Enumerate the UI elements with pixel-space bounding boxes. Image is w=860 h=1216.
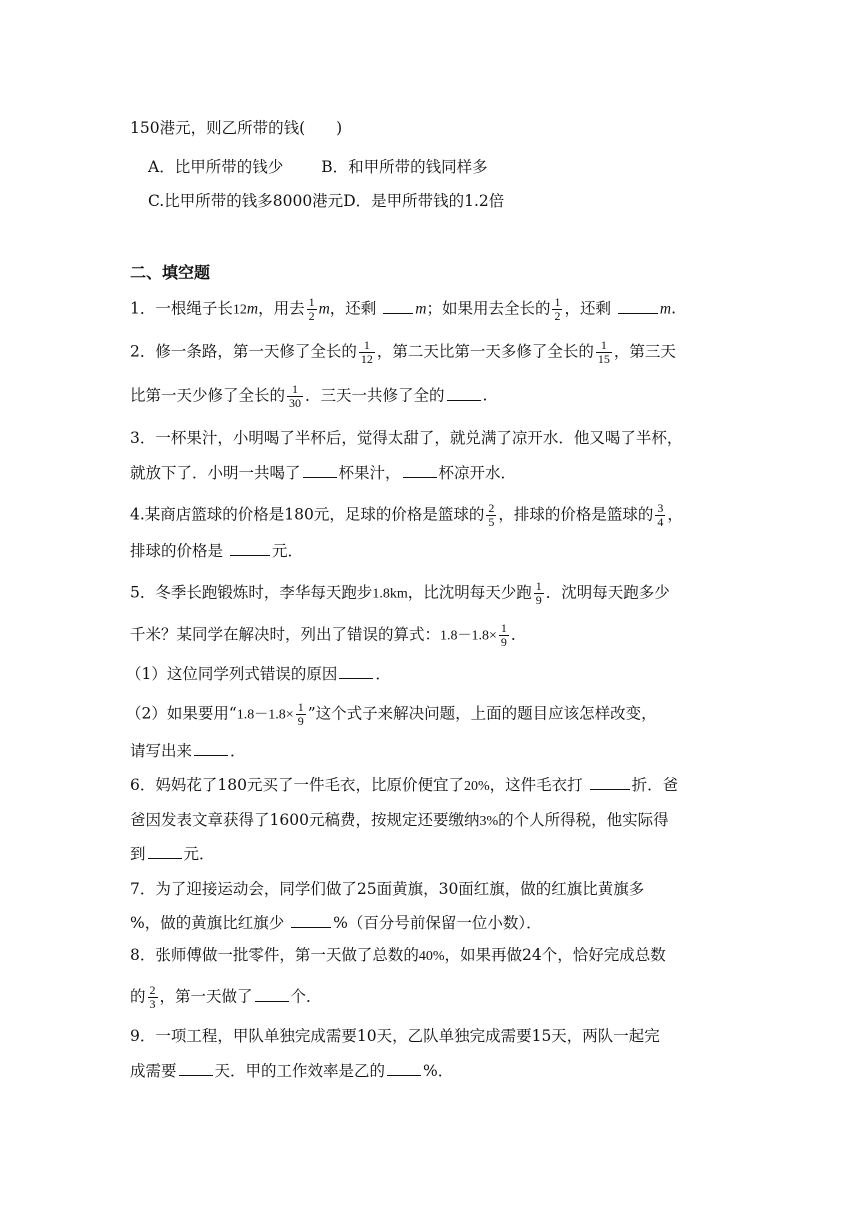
q5-text-b: ，比沈明每天少跑 xyxy=(407,583,532,602)
q5-sub1-end: ． xyxy=(375,665,391,683)
q6-text-a: 6．妈妈花了180元买了一件毛衣，比原价便宜了 xyxy=(130,776,464,794)
question-2-line-2 xyxy=(130,383,487,410)
q5-sub2-expression: 1.8－1.8× xyxy=(236,707,294,723)
q4-text-a: 4.某商店篮球的价格是180元，足球的价格是篮球的 xyxy=(130,505,485,524)
q6-text-b: ，这件毛衣打 xyxy=(489,776,583,794)
mc-stem-text: 150港元，则乙所带的钱( ) xyxy=(130,119,343,137)
option-d: D．是甲所带钱的1.2倍 xyxy=(343,192,505,210)
q5-blank-2[interactable] xyxy=(194,741,228,756)
mc-stem-end xyxy=(130,118,342,138)
q5-sub2-text-a: （2）如果要用“ xyxy=(126,704,237,723)
question-5-line-1 xyxy=(130,580,670,607)
question-5-sub-2 xyxy=(126,701,657,728)
q1-text-a: 1．一根绳子长 xyxy=(130,299,233,318)
q6-text-g: 元． xyxy=(183,845,215,863)
q2-fraction-3: $\frac{1}{30}$ xyxy=(289,382,302,410)
question-3-line-2 xyxy=(130,463,516,483)
mc-options-ab xyxy=(148,157,488,177)
q3-text-a: 就放下了．小明一共喝了 xyxy=(130,464,301,482)
q1-unit-3: m xyxy=(415,300,427,318)
q7-blank[interactable] xyxy=(291,913,331,928)
q8-blank[interactable] xyxy=(255,987,289,1002)
question-4-line-1 xyxy=(130,502,683,529)
q8-text-d: ，第一天做了 xyxy=(159,987,253,1006)
option-c: C.比甲所带的钱多8000港元 xyxy=(148,192,344,210)
question-6-line-3 xyxy=(130,844,215,864)
q4-blank[interactable] xyxy=(230,541,270,556)
q5-sub2-text-c: 请写出来 xyxy=(130,742,193,760)
q1-fraction-1: $\frac{1}{2}$ xyxy=(308,295,315,323)
q4-fraction-1: $\frac{2}{5}$ xyxy=(488,501,495,529)
q1-text-f: . xyxy=(671,299,677,318)
question-3-line-1 xyxy=(130,428,682,448)
q4-text-e: 元． xyxy=(271,542,303,560)
q6-text-e: 的个人所得税，他实际得 xyxy=(498,811,669,829)
question-6-line-1 xyxy=(130,775,678,797)
q4-text-b: ，排球的价格是篮球的 xyxy=(498,505,654,524)
q5-text-d: 千米？某同学在解决时，列出了错误的算式： xyxy=(130,625,441,644)
q2-text-b: ，第二天比第一天多修了全长的 xyxy=(376,342,594,361)
question-5-sub-2-line-2 xyxy=(130,741,246,761)
question-9-line-1 xyxy=(130,1026,660,1046)
question-7-line-2 xyxy=(130,913,542,933)
q5-sub2-end: ． xyxy=(230,742,246,760)
option-b: B．和甲所带的钱同样多 xyxy=(321,158,488,176)
question-4-line-2 xyxy=(130,541,303,561)
question-2-line-1 xyxy=(130,339,676,366)
q2-text-c: ，第三天 xyxy=(613,342,676,361)
q5-text-a: 5．冬季长跑锻炼时，李华每天跑步 xyxy=(130,583,373,602)
q1-fraction-2: $\frac{1}{2}$ xyxy=(554,295,561,323)
q2-text-a: 2．修一条路，第一天修了全长的 xyxy=(130,342,357,361)
q5-expression: 1.8－1.8× xyxy=(440,628,497,644)
q2-fraction-2: $\frac{1}{15}$ xyxy=(597,338,610,366)
q3-text-b: 杯果汁， xyxy=(338,464,401,482)
q2-blank[interactable] xyxy=(447,386,481,401)
q6-text-c: 折．爸 xyxy=(631,776,679,794)
q6-blank-2[interactable] xyxy=(148,844,182,859)
q9-blank-1[interactable] xyxy=(179,1061,213,1076)
question-5-sub-1 xyxy=(126,664,391,684)
q6-text-f: 到 xyxy=(130,845,146,863)
q8-text-a: 8．张师傅做一批零件，第一天做了总数的 xyxy=(130,946,419,964)
q6-percent-1: 20% xyxy=(463,779,490,794)
q9-blank-2[interactable] xyxy=(387,1061,421,1076)
question-6-line-2 xyxy=(130,810,669,832)
q3-text-1: 3．一杯果汁，小明喝了半杯后，觉得太甜了，就兑满了凉开水．他又喝了半杯， xyxy=(130,429,683,447)
q2-text-d: 比第一天少修了全长的 xyxy=(130,386,286,405)
q1-text-b: ，用去 xyxy=(258,299,305,318)
q3-text-c: 杯凉开水． xyxy=(438,464,517,482)
q3-blank-1[interactable] xyxy=(303,463,337,478)
q8-fraction: $\frac{2}{3}$ xyxy=(149,983,156,1011)
q5-text-e: ． xyxy=(510,625,527,644)
question-5-line-2 xyxy=(130,622,526,649)
q6-text-d: 爸因发表文章获得了1600元稿费，按规定还要缴纳 xyxy=(130,811,480,829)
q9-text-d: %． xyxy=(423,1062,454,1080)
q2-text-f: . xyxy=(482,386,488,405)
question-7-line-1 xyxy=(130,879,644,899)
question-8-line-2 xyxy=(130,984,322,1011)
q5-sub1-text: （1）这位同学列式错误的原因 xyxy=(126,665,338,683)
q1-unit-2: m xyxy=(318,300,330,318)
q1-text-d: ；如果用去全长的 xyxy=(426,299,551,318)
q1-blank-2[interactable] xyxy=(618,299,658,314)
q3-blank-2[interactable] xyxy=(403,463,437,478)
q1-text-e: ，还剩 xyxy=(564,299,611,318)
q2-text-e: ．三天一共修了全的 xyxy=(305,386,445,405)
q8-text-e: 个． xyxy=(290,987,322,1006)
q8-percent: 40% xyxy=(418,949,445,964)
q9-text-c: 天．甲的工作效率是乙的 xyxy=(214,1062,386,1080)
q4-text-c: ， xyxy=(667,505,683,524)
mc-options-cd xyxy=(148,191,504,211)
q6-blank-1[interactable] xyxy=(590,775,630,790)
q1-unit-4: m xyxy=(659,300,672,318)
q2-fraction-1: $\frac{1}{12}$ xyxy=(360,338,373,366)
section-title: 二、填空题 xyxy=(130,263,211,282)
q1-text-c: ，还剩 xyxy=(329,299,377,318)
q5-fraction-1: $\frac{1}{9}$ xyxy=(535,579,542,607)
question-9-line-2 xyxy=(130,1061,453,1081)
q8-text-c: 的 xyxy=(130,987,146,1006)
q9-text-b: 成需要 xyxy=(130,1062,177,1080)
q5-sub2-text-b: ”这个式子来解决问题，上面的题目应该怎样改变， xyxy=(307,704,657,723)
q1-unit: m xyxy=(246,300,259,318)
question-1 xyxy=(130,296,676,323)
q4-fraction-2: $\frac{3}{4}$ xyxy=(657,501,664,529)
q6-percent-2: 3% xyxy=(479,814,499,829)
q9-text-a: 9．一项工程，甲队单独完成需要10天，乙队单独完成需要15天，两队一起完 xyxy=(130,1027,660,1045)
q8-text-b: ，如果再做24个，恰好完成总数 xyxy=(444,946,666,964)
q5-fraction-3: $\frac{1}{9}$ xyxy=(297,700,304,728)
option-a: A．比甲所带的钱少 xyxy=(148,158,284,176)
q5-text-c: ．沈明每天跑多少 xyxy=(545,583,670,602)
q1-length: 12 xyxy=(232,302,247,318)
q5-distance: 1.8km xyxy=(372,586,408,602)
q7-text-c: %（百分号前保留一位小数）． xyxy=(333,914,542,932)
question-8-line-1 xyxy=(130,945,666,967)
q4-text-d: 排球的价格是 xyxy=(130,542,224,560)
q5-fraction-2: $\frac{1}{9}$ xyxy=(500,621,507,649)
q7-text-b: %，做的黄旗比红旗少 xyxy=(130,914,285,932)
q5-blank-1[interactable] xyxy=(339,664,373,679)
q7-text-a: 7．为了迎接运动会，同学们做了25面黄旗，30面红旗，做的红旗比黄旗多 xyxy=(130,880,645,898)
q1-blank-1[interactable] xyxy=(383,299,413,314)
